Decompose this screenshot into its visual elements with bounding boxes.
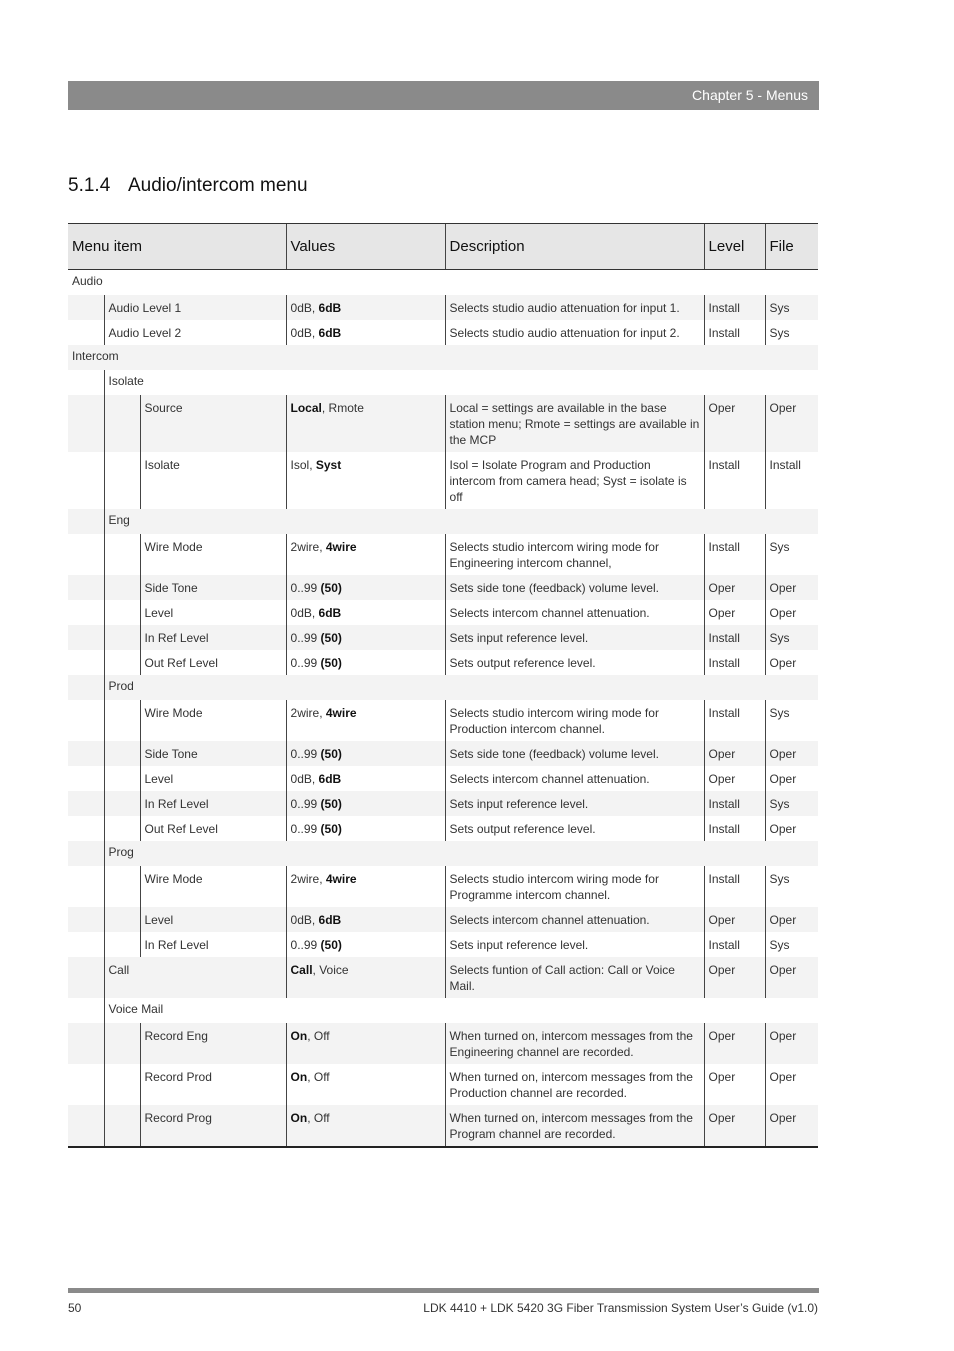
values-cell: On, Off xyxy=(286,1064,445,1105)
menu-item: Wire Mode xyxy=(140,534,286,575)
level-cell: Install xyxy=(704,320,765,345)
footer-rule xyxy=(68,1288,819,1293)
subgroup-row-isolate xyxy=(68,370,818,395)
description-cell: Selects studio intercom wiring mode for Engineering intercom channel, xyxy=(445,534,704,575)
level-cell: Oper xyxy=(704,575,765,600)
file-cell: Sys xyxy=(765,320,818,345)
level-cell: Oper xyxy=(704,1064,765,1105)
chapter-title: Chapter 5 - Menus xyxy=(692,87,808,103)
file-cell: Oper xyxy=(765,395,818,452)
values-cell: 0dB, 6dB xyxy=(286,766,445,791)
subgroup-row-prog xyxy=(68,841,818,866)
file-cell: Oper xyxy=(765,1023,818,1064)
subgroup-row-eng xyxy=(68,509,818,534)
values-cell: 0dB, 6dB xyxy=(286,600,445,625)
description-cell: Selects studio intercom wiring mode for Production intercom channel. xyxy=(445,700,704,741)
subgroup-label: Voice Mail xyxy=(104,998,818,1023)
table-row xyxy=(68,932,818,957)
values-cell: 0..99 (50) xyxy=(286,791,445,816)
table-row xyxy=(68,650,818,675)
values-cell: Isol, Syst xyxy=(286,452,445,509)
level-cell: Oper xyxy=(704,600,765,625)
file-cell: Sys xyxy=(765,791,818,816)
menu-item: Audio Level 2 xyxy=(104,320,286,345)
col-header-values: Values xyxy=(286,224,445,270)
values-cell: 2wire, 4wire xyxy=(286,866,445,907)
description-cell: Sets input reference level. xyxy=(445,932,704,957)
description-cell: Selects intercom channel attenuation. xyxy=(445,907,704,932)
col-header-file: File xyxy=(765,224,818,270)
level-cell: Install xyxy=(704,866,765,907)
values-cell: 0..99 (50) xyxy=(286,932,445,957)
description-cell: Selects studio intercom wiring mode for Programme intercom channel. xyxy=(445,866,704,907)
level-cell: Install xyxy=(704,791,765,816)
description-cell: Sets input reference level. xyxy=(445,625,704,650)
description-cell: Sets side tone (feedback) volume level. xyxy=(445,741,704,766)
file-cell: Oper xyxy=(765,766,818,791)
file-cell: Oper xyxy=(765,1064,818,1105)
file-cell: Oper xyxy=(765,650,818,675)
level-cell: Install xyxy=(704,700,765,741)
values-cell: 0..99 (50) xyxy=(286,816,445,841)
description-cell: When turned on, intercom messages from the Engineering channel are recorded. xyxy=(445,1023,704,1064)
values-cell: 0dB, 6dB xyxy=(286,907,445,932)
file-cell: Oper xyxy=(765,600,818,625)
table-row xyxy=(68,866,818,907)
menu-item: Isolate xyxy=(140,452,286,509)
values-cell: 0..99 (50) xyxy=(286,575,445,600)
level-cell: Install xyxy=(704,932,765,957)
table-row xyxy=(68,575,818,600)
level-cell: Install xyxy=(704,534,765,575)
file-cell: Oper xyxy=(765,816,818,841)
file-cell: Sys xyxy=(765,866,818,907)
section-title xyxy=(68,175,308,197)
menu-item: In Ref Level xyxy=(140,932,286,957)
section-number: 5.1.4 xyxy=(68,175,111,196)
table-header-row xyxy=(68,224,818,270)
values-cell: 0dB, 6dB xyxy=(286,320,445,345)
file-cell: Sys xyxy=(765,295,818,320)
file-cell: Sys xyxy=(765,625,818,650)
subgroup-label: Prod xyxy=(104,675,818,700)
level-cell: Oper xyxy=(704,907,765,932)
file-cell: Install xyxy=(765,452,818,509)
section-name: Audio/intercom menu xyxy=(128,175,308,196)
table-row xyxy=(68,1023,818,1064)
menu-item: Side Tone xyxy=(140,575,286,600)
level-cell: Oper xyxy=(704,957,765,998)
menu-item: Record Eng xyxy=(140,1023,286,1064)
values-cell: Local, Rmote xyxy=(286,395,445,452)
menu-item: Out Ref Level xyxy=(140,816,286,841)
menu-item: Source xyxy=(140,395,286,452)
subgroup-label: Eng xyxy=(104,509,818,534)
table-row xyxy=(68,1105,818,1147)
menu-item: Call xyxy=(104,957,286,998)
subgroup-label: Isolate xyxy=(104,370,818,395)
page-number: 50 xyxy=(68,1301,82,1315)
file-cell: Oper xyxy=(765,907,818,932)
table-row xyxy=(68,700,818,741)
file-cell: Sys xyxy=(765,700,818,741)
table-row xyxy=(68,766,818,791)
table-row xyxy=(68,295,818,320)
table-row xyxy=(68,1064,818,1105)
values-cell: 2wire, 4wire xyxy=(286,534,445,575)
level-cell: Oper xyxy=(704,766,765,791)
description-cell: Selects intercom channel attenuation. xyxy=(445,600,704,625)
description-cell: Local = settings are available in the base station menu; Rmote = settings are available in the MCP xyxy=(445,395,704,452)
file-cell: Oper xyxy=(765,741,818,766)
group-row-audio xyxy=(68,270,818,296)
subgroup-row-voice-mail xyxy=(68,998,818,1023)
audio-intercom-menu-table xyxy=(68,223,818,1148)
table-row xyxy=(68,957,818,998)
table-row xyxy=(68,625,818,650)
level-cell: Install xyxy=(704,452,765,509)
col-header-menu-item: Menu item xyxy=(68,224,286,270)
values-cell: 0..99 (50) xyxy=(286,625,445,650)
menu-item: Level xyxy=(140,907,286,932)
description-cell: When turned on, intercom messages from the Program channel are recorded. xyxy=(445,1105,704,1147)
description-cell: Sets side tone (feedback) volume level. xyxy=(445,575,704,600)
values-cell: 0dB, 6dB xyxy=(286,295,445,320)
description-cell: Sets input reference level. xyxy=(445,791,704,816)
table-row xyxy=(68,395,818,452)
description-cell: When turned on, intercom messages from the Production channel are recorded. xyxy=(445,1064,704,1105)
col-header-description: Description xyxy=(445,224,704,270)
table-row xyxy=(68,907,818,932)
level-cell: Oper xyxy=(704,395,765,452)
description-cell: Sets output reference level. xyxy=(445,816,704,841)
values-cell: 0..99 (50) xyxy=(286,650,445,675)
subgroup-row-prod xyxy=(68,675,818,700)
table-row xyxy=(68,320,818,345)
level-cell: Oper xyxy=(704,741,765,766)
file-cell: Oper xyxy=(765,1105,818,1147)
description-cell: Sets output reference level. xyxy=(445,650,704,675)
menu-item: Level xyxy=(140,600,286,625)
level-cell: Oper xyxy=(704,1023,765,1064)
document-title: LDK 4410 + LDK 5420 3G Fiber Transmission System User’s Guide (v1.0) xyxy=(423,1301,818,1315)
table-row xyxy=(68,816,818,841)
description-cell: Selects studio audio attenuation for input 1. xyxy=(445,295,704,320)
menu-item: Record Prod xyxy=(140,1064,286,1105)
menu-item: Record Prog xyxy=(140,1105,286,1147)
description-cell: Selects funtion of Call action: Call or Voice Mail. xyxy=(445,957,704,998)
level-cell: Install xyxy=(704,295,765,320)
table-row xyxy=(68,791,818,816)
level-cell: Oper xyxy=(704,1105,765,1147)
table-row xyxy=(68,452,818,509)
menu-item: Level xyxy=(140,766,286,791)
group-label: Audio xyxy=(72,274,103,288)
menu-item: Wire Mode xyxy=(140,866,286,907)
level-cell: Install xyxy=(704,816,765,841)
menu-item: In Ref Level xyxy=(140,791,286,816)
level-cell: Install xyxy=(704,625,765,650)
values-cell: 0..99 (50) xyxy=(286,741,445,766)
group-label: Intercom xyxy=(68,345,818,370)
chapter-header xyxy=(68,81,819,110)
file-cell: Oper xyxy=(765,957,818,998)
level-cell: Install xyxy=(704,650,765,675)
file-cell: Sys xyxy=(765,534,818,575)
menu-item: Wire Mode xyxy=(140,700,286,741)
values-cell: On, Off xyxy=(286,1105,445,1147)
col-header-level: Level xyxy=(704,224,765,270)
table-row xyxy=(68,534,818,575)
menu-item: In Ref Level xyxy=(140,625,286,650)
values-cell: On, Off xyxy=(286,1023,445,1064)
file-cell: Oper xyxy=(765,575,818,600)
subgroup-label: Prog xyxy=(104,841,818,866)
values-cell: Call, Voice xyxy=(286,957,445,998)
menu-item: Side Tone xyxy=(140,741,286,766)
menu-item: Audio Level 1 xyxy=(104,295,286,320)
file-cell: Sys xyxy=(765,932,818,957)
description-cell: Selects intercom channel attenuation. xyxy=(445,766,704,791)
table-row xyxy=(68,600,818,625)
description-cell: Isol = Isolate Program and Production intercom from camera head; Syst = isolate is off xyxy=(445,452,704,509)
group-row-intercom xyxy=(68,345,818,370)
values-cell: 2wire, 4wire xyxy=(286,700,445,741)
description-cell: Selects studio audio attenuation for input 2. xyxy=(445,320,704,345)
menu-item: Out Ref Level xyxy=(140,650,286,675)
table-row xyxy=(68,741,818,766)
